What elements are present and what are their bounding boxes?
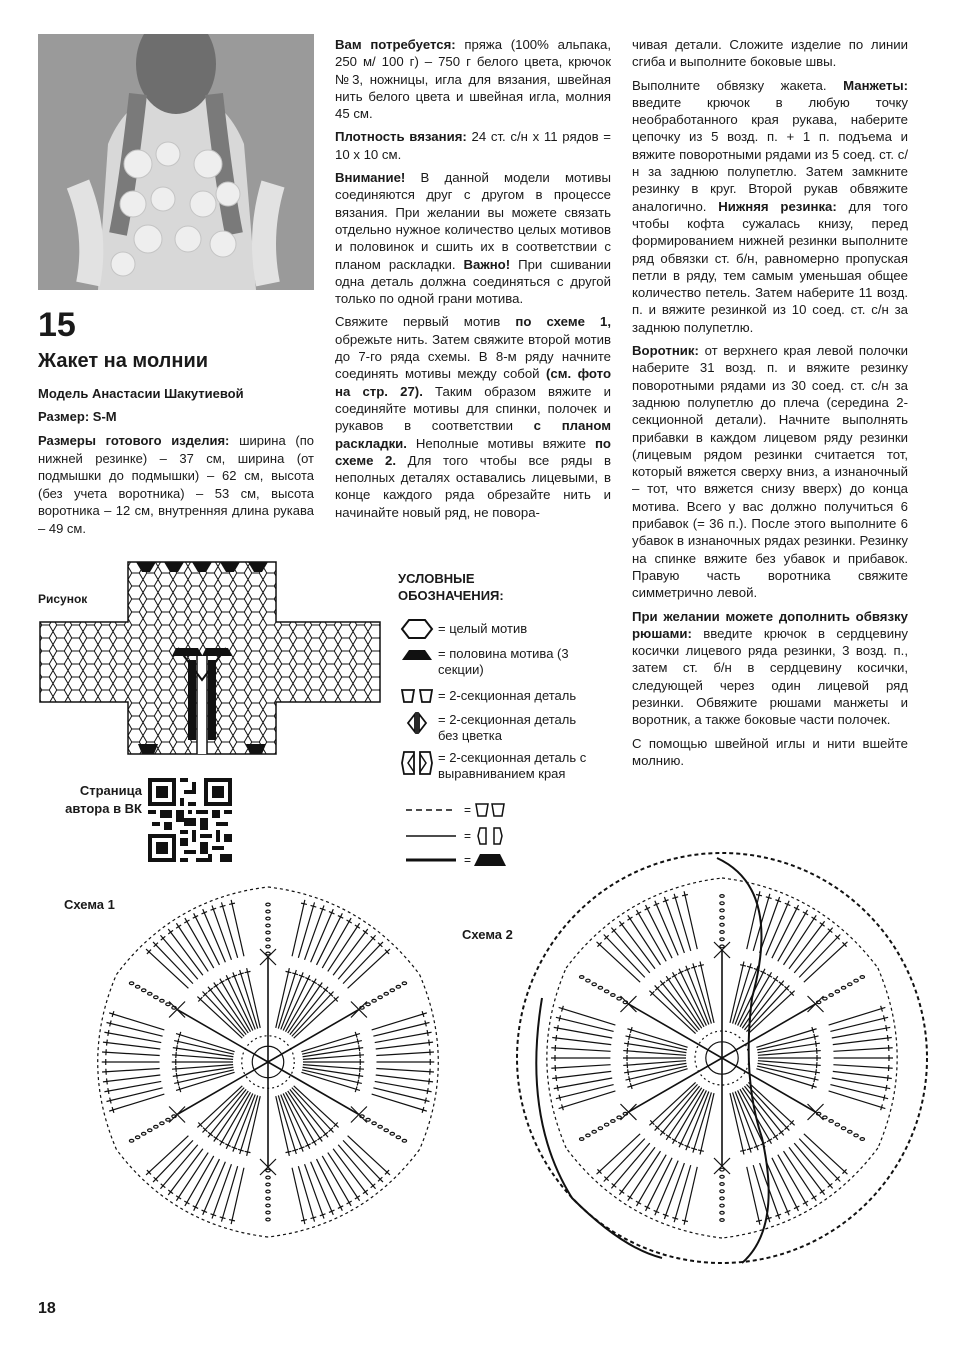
edging-paragraph bbox=[632, 77, 908, 336]
zipper-paragraph: С помощью швейной иглы и нити вшейте молнию. bbox=[632, 735, 908, 768]
size-value: S-M bbox=[92, 409, 117, 424]
motif-text-e: Таким образом вяжите и соединяйте мотивы для спинки, полочек и рукавов в соответствии bbox=[335, 383, 611, 434]
hexagon-outline-icon bbox=[400, 618, 434, 640]
line-eq-2: = bbox=[464, 829, 472, 843]
cuffs-label: Манжеты: bbox=[843, 77, 908, 93]
legend-text: = 2-секционная деталь без цветка bbox=[438, 712, 577, 743]
attention-paragraph bbox=[335, 169, 611, 307]
legend-item-half-motif bbox=[400, 646, 600, 677]
legend-text: = половина мотива (3 секции) bbox=[438, 646, 569, 677]
legend-item-whole-motif bbox=[400, 618, 600, 640]
legend-title-line1: УСЛОВНЫЕ bbox=[398, 571, 475, 586]
jacket-photo-illustration bbox=[38, 34, 314, 290]
collar-text: от верхнего края левой полочки наберите 31 возд. п. и вяжите резинку поворотными рядами из 30 соед. ст. с/н за заднюю полупетлю до плеча (середина 2-секционной детали). Начните выполнять прибавки в каждом лицевом ряду резинки (лицевым рядом резинки считается тот, который вяжется сверху вниз, а изнаночный – тот, что вяжется снизу вверх) до конца мотива. Всего у вас должно получиться 6 прибавок (= 36 п.). После этого выполните 6 убавок в изнаночных рядах резинки. Резинку на спинке вяжите без убавок и прибавок. Правую часть воротника свяжите симметрично левой. bbox=[632, 343, 908, 601]
legend-title-line2: ОБОЗНАЧЕНИЯ: bbox=[398, 588, 504, 603]
half-hexagon-filled-icon bbox=[400, 646, 434, 668]
scheme-2-label: Схема 2 bbox=[462, 927, 513, 942]
ruffle-label: При желании можете дополнить обвязку рюшами: bbox=[632, 608, 908, 641]
gauge-label: Плотность вязания: bbox=[335, 129, 467, 145]
author-line2: автора в ВК bbox=[65, 801, 142, 816]
dimensions bbox=[38, 432, 314, 537]
attention-label: Внимание! bbox=[335, 170, 406, 186]
motif-text-b: по схеме 1, bbox=[515, 314, 611, 330]
attention-text: В данной модели мотивы соединяются друг с другом в процессе вязания. При желании вы можете связать отдельно нужное количество целых мотивов и половинок и сшить их в соответствии с планом раскладки. bbox=[335, 170, 611, 272]
size-label: Размер: bbox=[38, 409, 90, 424]
ruffle-paragraph bbox=[632, 608, 908, 729]
motif-text-h: по схеме 2. bbox=[335, 435, 611, 468]
author-line1: Страница bbox=[79, 783, 142, 798]
two-section-part-icon bbox=[400, 688, 434, 704]
legend-title bbox=[398, 570, 504, 604]
instructions-column-2 bbox=[335, 36, 611, 527]
important-label: Важно! bbox=[463, 256, 511, 272]
materials-text: пряжа (100% альпака, 250 м/ 100 г) – 750 г белого цвета, крючок №3, ножницы, игла для вязания, швейная нить белого цвета и швейная игла, молния 45 см. bbox=[335, 37, 611, 122]
two-section-aligned-edge-icon bbox=[400, 750, 434, 776]
layout-plan-figure bbox=[38, 560, 382, 756]
model-author: Модель Анастасии Шакутиевой bbox=[38, 386, 244, 401]
scheme-1-label: Схема 1 bbox=[64, 897, 115, 912]
legend-text: = целый мотив bbox=[438, 621, 528, 636]
collar-label: Воротник: bbox=[632, 343, 699, 359]
gauge-paragraph bbox=[335, 128, 611, 163]
scheme-2-diagram bbox=[512, 848, 932, 1268]
model-photo bbox=[38, 34, 314, 290]
dimensions-label: Размеры готового изделия: bbox=[38, 433, 230, 448]
edging-intro: Выполните обвязку жакета. bbox=[632, 77, 827, 93]
page-number: 18 bbox=[38, 1300, 56, 1317]
two-section-no-flower-icon bbox=[400, 712, 434, 734]
collar-paragraph bbox=[632, 342, 908, 601]
pattern-number: 15 bbox=[38, 306, 76, 344]
figure-label: Рисунок bbox=[38, 592, 88, 606]
fold-paragraph: чивая детали. Сложите изделие по линии сгиба и выполните боковые швы. bbox=[632, 37, 908, 70]
cuffs-text: введите крючок в любую точку необработанного края рукава, наберите цепочку из 5 возд. п. + 1 п. подъема и вяжите поворотными рядами из 5 соед. ст. с/н за заднюю полупетлю. Затем замкните резинку в круг. Второй рукав обвяжите аналогично. bbox=[632, 94, 908, 214]
rib-text: для того чтобы кофта сужалась книзу, перед формированием нижней резинки выполните ряд обвязки ст. б/н, равномерно пропуская петли в ряду, тем самым уменьшая общее количество петель. Затем наберите 11 возд. п. и вяжите резинкой из 10 соед. ст. с/н за заднюю полупетлю. bbox=[632, 198, 908, 335]
materials-label: Вам потребуется: bbox=[335, 37, 456, 52]
legend-text: = 2-секционная деталь с выравниванием края bbox=[438, 750, 587, 781]
motif-paragraph bbox=[335, 313, 611, 521]
motif-text-c: обрежьте нить. Затем свяжите второй мотив до 7-го ряда схемы. В 8-м ряду начните соединять мотивы между собой bbox=[335, 331, 611, 382]
ruffle-text: введите крючок в сердцевину косички лицевого ряда резинки, 3 возд. п., затем ст. б/н в сердцевину косички, следующей через один лицевой ряд резинки. Обвяжите рюшами манжеты и воротник, а также боковые части полочек. bbox=[632, 625, 908, 728]
legend-text: = 2-секционная деталь bbox=[438, 688, 577, 703]
rib-label: Нижняя резинка: bbox=[718, 198, 837, 214]
gauge-text: 24 ст. с/н х 11 рядов = 10 х 10 см. bbox=[335, 129, 612, 162]
motif-text-g: Неполные мотивы вяжите bbox=[415, 435, 587, 451]
pattern-title: Жакет на молнии bbox=[38, 350, 209, 372]
dimensions-text: ширина (по нижней резинке) – 37 см, ширина (от подмышки до подмышки) – 62 см, высота (без учета воротника) – 53 см, высота воротника – 12 см, внутренняя длина рукава – 49 см. bbox=[38, 433, 314, 536]
instructions-column-3 bbox=[632, 36, 908, 775]
size-line bbox=[38, 408, 117, 426]
motif-text-f: с планом раскладки. bbox=[335, 418, 611, 451]
legend-item-two-section-aligned bbox=[400, 750, 600, 781]
legend-item-two-section-no-flower bbox=[400, 712, 600, 743]
author-page-caption bbox=[60, 782, 142, 818]
important-text: При сшивании одна деталь должна соединяться с другой только по одной грани мотива. bbox=[335, 256, 611, 307]
line-eq-1: = bbox=[464, 803, 472, 817]
line-eq-3: = bbox=[464, 853, 472, 867]
edge-line bbox=[536, 998, 662, 1258]
materials-paragraph bbox=[335, 36, 611, 122]
motif-text-i: Для того чтобы все ряды в неполных деталях оставались лицевыми, в конце каждого ряда обрезайте нить и начинайте новый ряд, не повора- bbox=[335, 452, 611, 520]
legend-item-two-section bbox=[400, 688, 600, 704]
scheme-1-diagram bbox=[78, 872, 458, 1252]
motif-text-a: Свяжите первый мотив bbox=[335, 314, 501, 330]
qr-code-icon[interactable] bbox=[148, 778, 232, 862]
motif-text-d: (см. фото на стр. 27). bbox=[335, 366, 612, 399]
line-legend bbox=[404, 802, 514, 868]
